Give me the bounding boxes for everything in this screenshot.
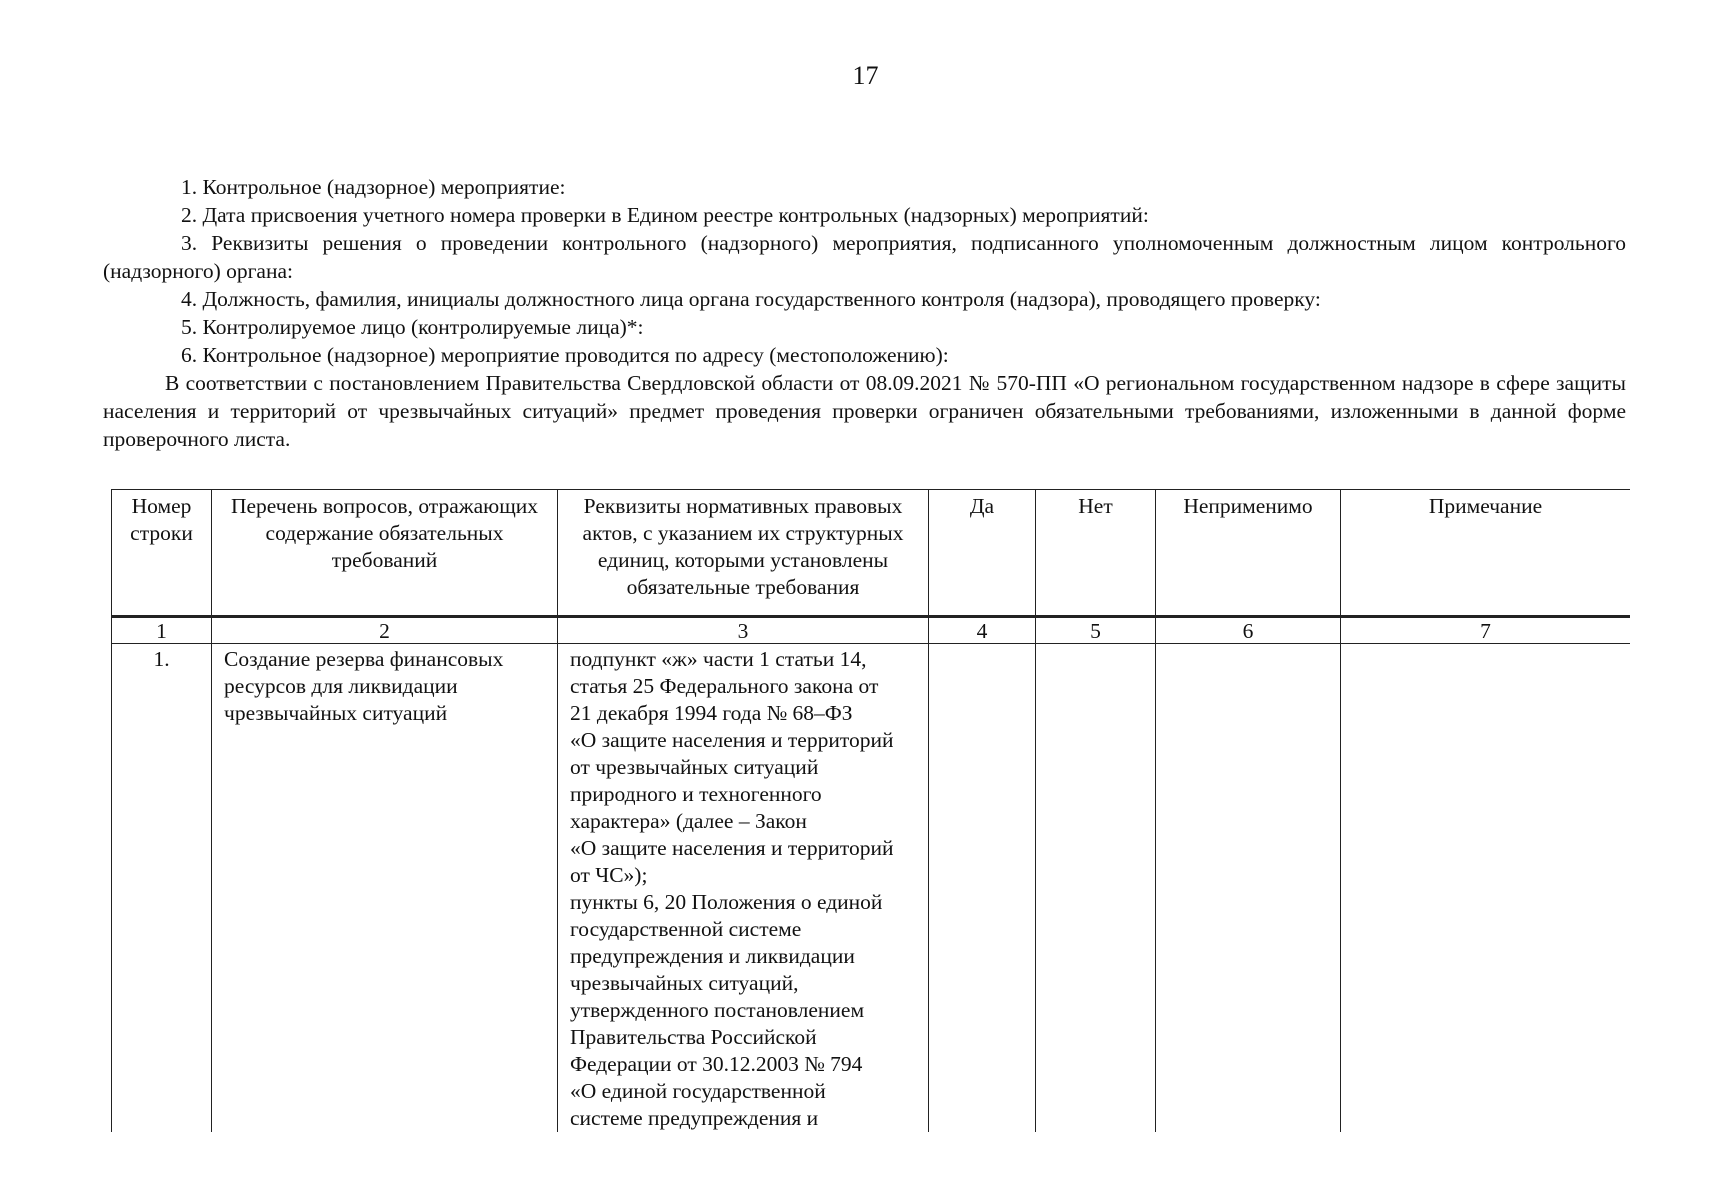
legal-act-line: природного и техногенного bbox=[570, 782, 822, 806]
legal-act-line: статья 25 Федерального закона от bbox=[570, 674, 879, 698]
header-legal-acts: Реквизиты нормативных правовых актов, с указанием их структурных единиц, которыми установлены обязательные требования bbox=[558, 490, 929, 617]
legal-act-line: «О единой государственной bbox=[570, 1079, 826, 1103]
legal-acts-cell bbox=[558, 644, 929, 1133]
note-cell[interactable] bbox=[1341, 644, 1631, 1133]
page-number: 17 bbox=[852, 61, 879, 90]
header-note: Примечание bbox=[1341, 490, 1631, 617]
header-yes: Да bbox=[929, 490, 1036, 617]
legal-act-line: системе предупреждения и bbox=[570, 1106, 819, 1130]
column-number: 6 bbox=[1156, 617, 1341, 644]
legal-act-line: от ЧС»); bbox=[570, 863, 648, 887]
column-number: 1 bbox=[112, 617, 212, 644]
legal-act-line: «О защите населения и территорий bbox=[570, 728, 894, 752]
table-header-row bbox=[112, 490, 1631, 617]
legal-act-line: от чрезвычайных ситуаций bbox=[570, 755, 819, 779]
intro-item: 4. Должность, фамилия, инициалы должностного лица органа государственного контроля (надзора), проводящего проверку: bbox=[181, 287, 1321, 311]
table-row bbox=[112, 644, 1631, 1133]
legal-act-line: «О защите населения и территорий bbox=[570, 836, 894, 860]
legal-act-line: Федерации от 30.12.2003 № 794 bbox=[570, 1052, 863, 1076]
header-questions: Перечень вопросов, отражающих содержание обязательных требований bbox=[212, 490, 558, 617]
checklist-table bbox=[111, 489, 1630, 1132]
legal-act-line: государственной системе bbox=[570, 917, 802, 941]
intro-item: 1. Контрольное (надзорное) мероприятие: bbox=[181, 175, 566, 199]
intro-item: 2. Дата присвоения учетного номера проверки в Едином реестре контрольных (надзорных) мероприятий: bbox=[181, 203, 1149, 227]
legal-act-line: утвержденного постановлением bbox=[570, 998, 865, 1022]
legal-act-line: пункты 6, 20 Положения о единой bbox=[570, 890, 883, 914]
intro-item: 3. Реквизиты решения о проведении контрольного (надзорного) мероприятия, подписанного уполномоченным должностным лицом контрольного (надзорного) органа: bbox=[103, 231, 1626, 283]
column-number: 2 bbox=[212, 617, 558, 644]
column-number-row bbox=[112, 617, 1631, 644]
yes-cell[interactable] bbox=[929, 644, 1036, 1133]
intro-item: 5. Контролируемое лицо (контролируемые лица)*: bbox=[181, 315, 644, 339]
checklist-table-wrapper bbox=[111, 489, 1630, 1132]
no-cell[interactable] bbox=[1036, 644, 1156, 1133]
question-cell: Создание резерва финансовых ресурсов для ликвидации чрезвычайных ситуаций bbox=[212, 644, 558, 1133]
column-number: 5 bbox=[1036, 617, 1156, 644]
intro-item: 6. Контрольное (надзорное) мероприятие проводится по адресу (местоположению): bbox=[181, 343, 949, 367]
header-not-applicable: Неприменимо bbox=[1156, 490, 1341, 617]
column-number: 3 bbox=[558, 617, 929, 644]
intro-paragraph: В соответствии с постановлением Правительства Свердловской области от 08.09.2021 № 570-ПП «О региональном государственном надзоре в сфере защиты населения и территорий от чрезвычайных ситуаций» предмет проведения проверки ограничен обязательными требованиями, изложенными в данной форме проверочного листа. bbox=[103, 371, 1626, 451]
legal-act-line: подпункт «ж» части 1 статьи 14, bbox=[570, 647, 867, 671]
row-number-cell: 1. bbox=[112, 644, 212, 1133]
column-number: 4 bbox=[929, 617, 1036, 644]
header-no: Нет bbox=[1036, 490, 1156, 617]
legal-act-line: 21 декабря 1994 года № 68–ФЗ bbox=[570, 701, 853, 725]
header-row-number: Номер строки bbox=[112, 490, 212, 617]
legal-act-line: предупреждения и ликвидации bbox=[570, 944, 855, 968]
not-applicable-cell[interactable] bbox=[1156, 644, 1341, 1133]
legal-act-line: чрезвычайных ситуаций, bbox=[570, 971, 799, 995]
column-number: 7 bbox=[1341, 617, 1631, 644]
legal-act-line: Правительства Российской bbox=[570, 1025, 817, 1049]
legal-act-line: характера» (далее – Закон bbox=[570, 809, 807, 833]
intro-block bbox=[103, 173, 1626, 453]
